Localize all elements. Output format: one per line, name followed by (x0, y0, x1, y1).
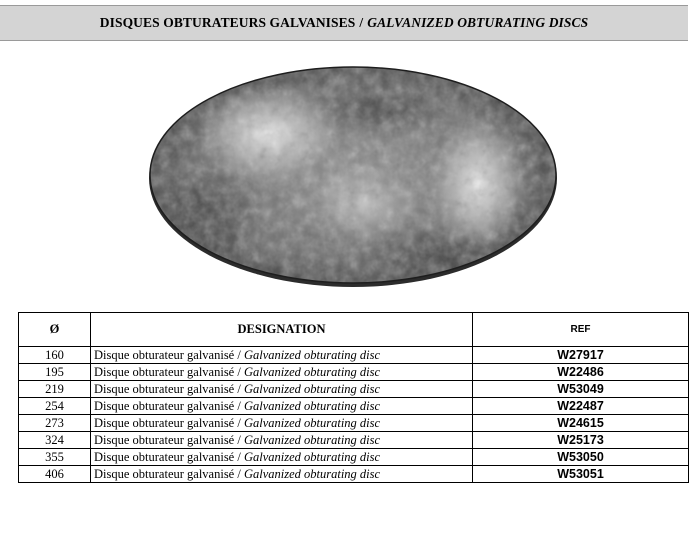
ref-cell: W53050 (473, 449, 689, 466)
diameter-cell: 324 (19, 432, 91, 449)
designation-header: DESIGNATION (91, 313, 473, 347)
galvanized-disc-image (148, 64, 558, 290)
designation-fr: Disque obturateur galvanisé (94, 398, 235, 413)
designation-en: Galvanized obturating disc (243, 398, 381, 413)
designation-fr: Disque obturateur galvanisé (94, 347, 235, 362)
designation-cell (91, 449, 473, 466)
designation-en: Galvanized obturating disc (243, 432, 381, 447)
designation-sep: / (237, 449, 241, 464)
ref-header: REF (473, 313, 689, 347)
table-row (19, 398, 689, 415)
designation-sep: / (237, 347, 241, 362)
designation-sep: / (237, 398, 241, 413)
table-row (19, 347, 689, 364)
designation-fr: Disque obturateur galvanisé (94, 449, 235, 464)
designation-en: Galvanized obturating disc (243, 381, 381, 396)
ref-cell: W27917 (473, 347, 689, 364)
designation-sep: / (237, 381, 241, 396)
designation-cell (91, 432, 473, 449)
designation-cell (91, 466, 473, 483)
table-header-row (19, 313, 689, 347)
designation-en: Galvanized obturating disc (243, 347, 381, 362)
ref-cell: W22486 (473, 364, 689, 381)
designation-en: Galvanized obturating disc (243, 449, 381, 464)
diameter-header: Ø (19, 313, 91, 347)
designation-en: Galvanized obturating disc (243, 466, 381, 481)
title-english: GALVANIZED OBTURATING DISCS (367, 15, 589, 30)
ref-cell: W25173 (473, 432, 689, 449)
designation-cell (91, 398, 473, 415)
disc-illustration (148, 64, 558, 290)
diameter-cell: 355 (19, 449, 91, 466)
ref-cell: W22487 (473, 398, 689, 415)
designation-fr: Disque obturateur galvanisé (94, 415, 235, 430)
designation-sep: / (237, 415, 241, 430)
page-title (0, 5, 688, 41)
designation-cell (91, 415, 473, 432)
table-row (19, 415, 689, 432)
diameter-cell: 160 (19, 347, 91, 364)
designation-fr: Disque obturateur galvanisé (94, 432, 235, 447)
diameter-cell: 195 (19, 364, 91, 381)
diameter-cell: 219 (19, 381, 91, 398)
designation-cell (91, 347, 473, 364)
designation-fr: Disque obturateur galvanisé (94, 466, 235, 481)
designation-sep: / (237, 432, 241, 447)
diameter-cell: 254 (19, 398, 91, 415)
ref-cell: W24615 (473, 415, 689, 432)
designation-fr: Disque obturateur galvanisé (94, 381, 235, 396)
designation-sep: / (237, 466, 241, 481)
ref-cell: W53049 (473, 381, 689, 398)
table-row (19, 466, 689, 483)
title-separator: / (359, 15, 364, 30)
ref-cell: W53051 (473, 466, 689, 483)
title-french: DISQUES OBTURATEURS GALVANISES (99, 15, 356, 30)
designation-en: Galvanized obturating disc (243, 364, 381, 379)
diameter-cell: 273 (19, 415, 91, 432)
designation-cell (91, 381, 473, 398)
diameter-cell: 406 (19, 466, 91, 483)
designation-cell (91, 364, 473, 381)
table-row (19, 432, 689, 449)
table-row (19, 449, 689, 466)
designation-en: Galvanized obturating disc (243, 415, 381, 430)
table-row (19, 381, 689, 398)
table-row (19, 364, 689, 381)
designation-sep: / (237, 364, 241, 379)
reference-table (18, 312, 689, 483)
designation-fr: Disque obturateur galvanisé (94, 364, 235, 379)
